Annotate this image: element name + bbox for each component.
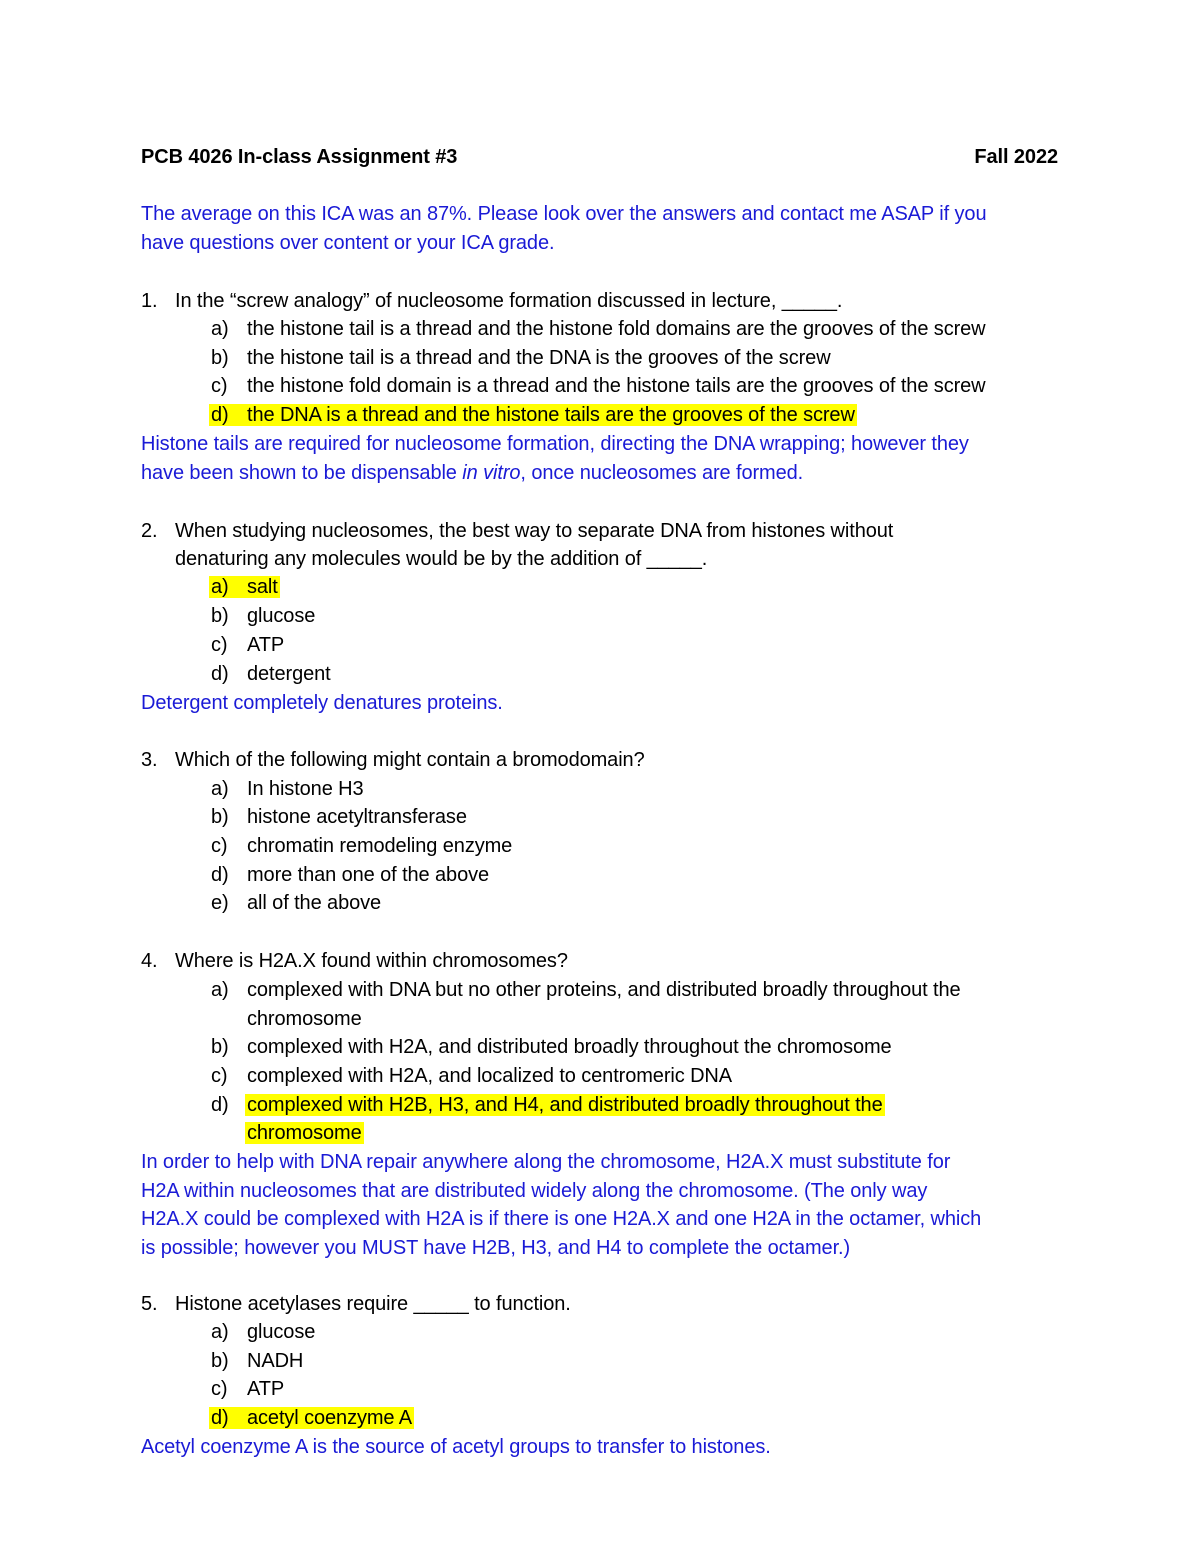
option-letter: b): [211, 1350, 229, 1372]
option-letter: d): [211, 663, 229, 685]
q4-explanation-line-4: is possible; however you MUST have H2B, H3, and H4 to complete the octamer.): [141, 1237, 851, 1259]
q2-option-d: [211, 660, 331, 688]
option-letter: e): [211, 892, 229, 914]
q3-option-e: [211, 889, 381, 917]
option-letter: c): [211, 375, 228, 397]
option-text: ATP: [247, 634, 285, 656]
explanation-text: have been shown to be dispensable: [141, 462, 463, 484]
q4-explanation-line-2: H2A within nucleosomes that are distributed widely along the chromosome. (The only way: [141, 1180, 928, 1202]
question-text: Where is H2A.X found within chromosomes?: [175, 950, 568, 972]
option-letter: c): [211, 835, 228, 857]
explanation-italic-text: in vitro: [462, 462, 521, 484]
option-text: acetyl coenzyme A: [247, 1407, 413, 1429]
option-letter: a): [211, 318, 229, 340]
option-letter: c): [211, 1065, 228, 1087]
option-letter: b): [211, 347, 229, 369]
q2-option-c: [211, 631, 284, 659]
question-number: 1.: [141, 290, 158, 312]
option-letter: d): [211, 1407, 229, 1429]
option-text: NADH: [247, 1350, 304, 1372]
q4-option-d-correct: [211, 1091, 885, 1119]
question-2-stem-line-2: denaturing any molecules would be by the addition of _____.: [175, 548, 708, 570]
option-text: complexed with DNA but no other proteins, and distributed broadly throughout the: [247, 979, 961, 1001]
explanation-text: , once nucleosomes are formed.: [520, 462, 804, 484]
option-letter: a): [211, 576, 229, 598]
q4-option-a: [211, 976, 961, 1004]
q2-option-b: [211, 602, 315, 630]
option-text: glucose: [247, 605, 316, 627]
q3-option-c: [211, 832, 512, 860]
option-letter: c): [211, 1378, 228, 1400]
q1-explanation-line-2: [141, 459, 803, 487]
question-number: 5.: [141, 1293, 158, 1315]
q1-option-d-correct: [211, 401, 857, 429]
option-text: the DNA is a thread and the histone tails are the grooves of the screw: [247, 404, 855, 426]
option-text: ATP: [247, 1378, 285, 1400]
option-text: complexed with H2B, H3, and H4, and distributed broadly throughout the: [247, 1094, 883, 1116]
q5-explanation: Acetyl coenzyme A is the source of acetyl groups to transfer to histones.: [141, 1436, 771, 1458]
option-text: histone acetyltransferase: [247, 806, 467, 828]
question-text: Histone acetylases require _____ to function.: [175, 1293, 571, 1315]
option-text: detergent: [247, 663, 331, 685]
q4-option-b: [211, 1033, 892, 1061]
q4-option-d-line-2: [247, 1119, 364, 1147]
question-2-stem: [141, 517, 893, 545]
option-text: In histone H3: [247, 778, 364, 800]
q1-option-a: [211, 315, 986, 343]
q5-option-d-correct: [211, 1404, 414, 1432]
q5-option-c: [211, 1375, 284, 1403]
question-text: Which of the following might contain a bromodomain?: [175, 749, 645, 771]
option-text: complexed with H2A, and distributed broadly throughout the chromosome: [247, 1036, 892, 1058]
option-letter: c): [211, 634, 228, 656]
option-text: chromosome: [247, 1122, 362, 1144]
q5-option-a: [211, 1318, 315, 1346]
question-number: 3.: [141, 749, 158, 771]
option-letter: a): [211, 778, 229, 800]
q3-option-b: [211, 803, 467, 831]
q4-explanation-line-3: H2A.X could be complexed with H2A is if there is one H2A.X and one H2A in the octamer, which: [141, 1208, 982, 1230]
q3-option-d: [211, 861, 489, 889]
option-letter: a): [211, 1321, 229, 1343]
option-letter: d): [211, 864, 229, 886]
option-text: salt: [247, 576, 278, 598]
option-text: the histone tail is a thread and the DNA is the grooves of the screw: [247, 347, 831, 369]
q1-option-c: [211, 372, 986, 400]
option-letter: b): [211, 1036, 229, 1058]
option-letter: b): [211, 806, 229, 828]
question-text: In the “screw analogy” of nucleosome formation discussed in lecture, _____.: [175, 290, 843, 312]
option-text: the histone fold domain is a thread and the histone tails are the grooves of the screw: [247, 375, 986, 397]
option-letter: b): [211, 605, 229, 627]
intro-line-1: The average on this ICA was an 87%. Please look over the answers and contact me ASAP if you: [141, 203, 987, 225]
question-number: 2.: [141, 520, 158, 542]
q1-option-b: [211, 344, 831, 372]
option-text: chromatin remodeling enzyme: [247, 835, 513, 857]
option-letter: d): [211, 404, 229, 426]
question-number: 4.: [141, 950, 158, 972]
q2-option-a-correct: [211, 573, 280, 601]
question-4-stem: [141, 947, 568, 975]
q2-explanation: Detergent completely denatures proteins.: [141, 692, 503, 714]
option-text: more than one of the above: [247, 864, 490, 886]
q3-option-a: [211, 775, 364, 803]
option-text: glucose: [247, 1321, 316, 1343]
intro-line-2: have questions over content or your ICA grade.: [141, 232, 555, 254]
option-text: all of the above: [247, 892, 382, 914]
option-letter: d): [211, 1094, 229, 1116]
question-5-stem: [141, 1290, 571, 1318]
q4-option-c: [211, 1062, 732, 1090]
option-letter: a): [211, 979, 229, 1001]
q1-explanation-line-1: Histone tails are required for nucleosome formation, directing the DNA wrapping; however they: [141, 433, 969, 455]
q4-explanation-line-1: In order to help with DNA repair anywhere along the chromosome, H2A.X must substitute for: [141, 1151, 951, 1173]
course-title: PCB 4026 In-class Assignment #3: [141, 146, 458, 168]
question-1-stem: [141, 287, 842, 315]
question-text: When studying nucleosomes, the best way to separate DNA from histones without: [175, 520, 894, 542]
term-label: Fall 2022: [974, 146, 1058, 168]
option-text: complexed with H2A, and localized to centromeric DNA: [247, 1065, 733, 1087]
q4-option-a-line-2: chromosome: [247, 1008, 362, 1030]
question-3-stem: [141, 746, 645, 774]
q5-option-b: [211, 1347, 303, 1375]
option-text: the histone tail is a thread and the histone fold domains are the grooves of the screw: [247, 318, 986, 340]
